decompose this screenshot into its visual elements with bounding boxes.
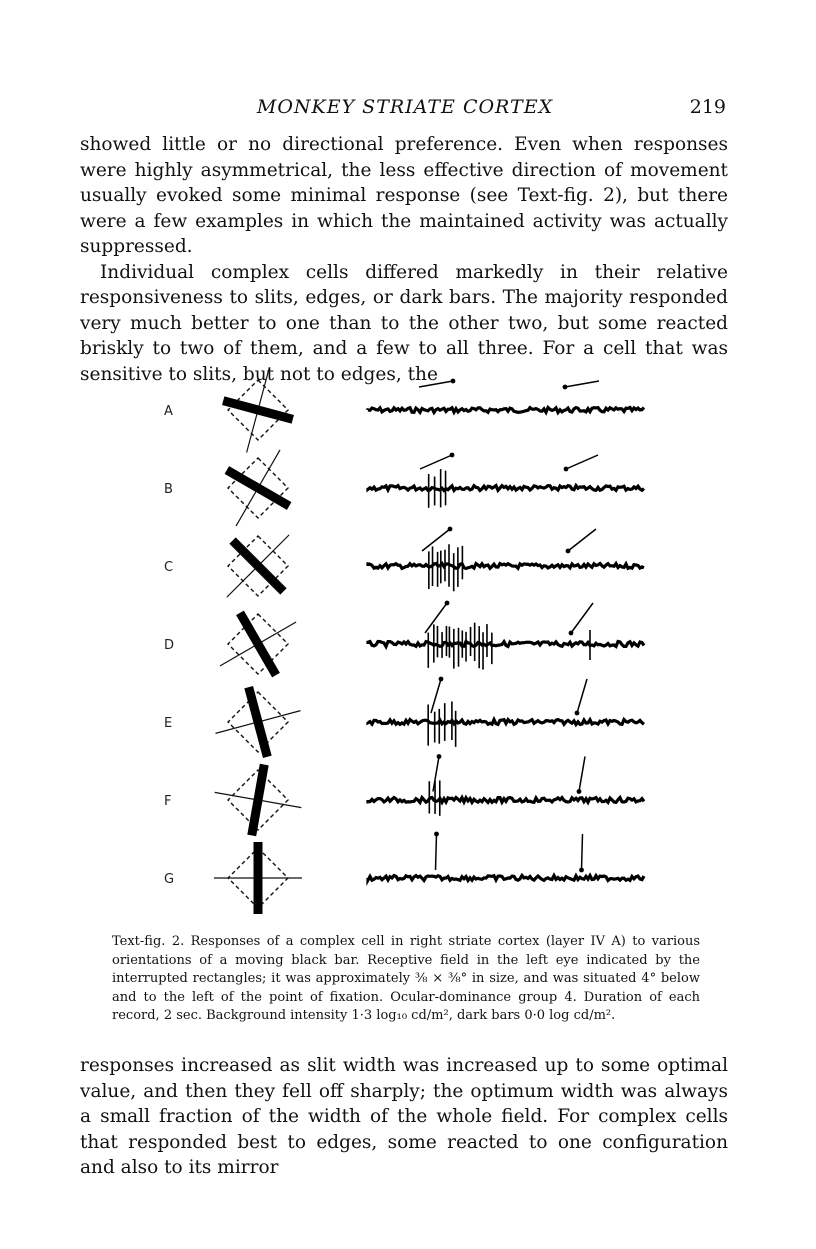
direction-arrow	[420, 455, 452, 469]
paragraph: responses increased as slit width was increased up to some optimal value, and then they fell off sharply; the optimum width was always a small fraction of the width of the whole field. For complex cells that responded best to edges, some reacted to one configuration and also to its mirror	[80, 1055, 728, 1178]
text-figure-2	[150, 350, 660, 930]
black-bar-stimulus	[240, 613, 276, 675]
paragraph: showed little or no directional preference. Even when responses were highly asymmetrical, the less effective direction of movement usually evoked some minimal response (see Text-fig. 2), but there were a few examples in which the maintained activity was actually suppressed.	[80, 134, 728, 257]
direction-arrow	[433, 757, 439, 792]
running-title: MONKEY STRIATE CORTEX	[256, 96, 554, 118]
direction-arrow	[577, 679, 587, 713]
row-label-d: D	[164, 638, 175, 653]
arrow-head	[564, 467, 569, 472]
direction-arrow	[431, 679, 441, 713]
spike-record-trace	[368, 486, 644, 491]
spike-record-trace	[368, 408, 644, 413]
arrow-head	[451, 379, 456, 384]
arrow-head	[450, 453, 455, 458]
arrow-head	[439, 677, 444, 682]
arrow-head	[445, 601, 450, 606]
black-bar-stimulus	[227, 470, 289, 506]
arrow-head	[437, 754, 442, 759]
direction-arrow	[422, 529, 450, 551]
arrow-head	[577, 789, 582, 794]
body-text-bottom	[80, 1053, 728, 1181]
row-label-a: A	[164, 404, 173, 419]
arrow-head	[448, 527, 453, 532]
page-number: 219	[689, 96, 726, 118]
row-label-b: B	[164, 482, 173, 497]
arrow-head	[563, 385, 568, 390]
direction-arrow	[565, 381, 599, 387]
body-text-top	[80, 132, 728, 387]
figure-caption	[112, 933, 700, 1026]
spike-record-trace	[368, 642, 644, 647]
arrow-head	[566, 549, 571, 554]
spike-record-trace	[368, 876, 644, 881]
black-bar-stimulus	[223, 401, 293, 420]
direction-arrow	[436, 834, 437, 870]
spike-record-trace	[368, 798, 644, 803]
arrow-head	[569, 631, 574, 636]
direction-arrow	[579, 757, 585, 792]
row-label-e: E	[164, 716, 173, 731]
direction-arrow	[425, 603, 447, 633]
row-label-c: C	[164, 560, 174, 575]
direction-arrow	[568, 529, 596, 551]
paragraph: Individual complex cells differed markedly in their relative responsiveness to slits, edges, or dark bars. The majority responded very much better to one than to the other two, but some reacted briskly to two of them, and a few to all three. For a cell that was sensitive to slits, but not to edges, the	[80, 261, 728, 385]
figure-drawing	[150, 350, 660, 930]
direction-arrow	[419, 381, 453, 387]
direction-arrow	[571, 603, 593, 633]
arrow-head	[575, 711, 580, 716]
page-header	[80, 96, 730, 126]
spike-record-trace	[368, 720, 644, 725]
caption-text: Text-fig. 2. Responses of a complex cell in right striate cortex (layer IV A) to various orientations of a moving black bar. Receptive field in the left eye indicated by the interrupted rectangles; it was approximately ⅜ × ⅜° in size, and was situated 4° below and to the left of the point of fixation. Ocular-dominance group 4. Duration of each record, 2 sec. Background intensity 1·3 log₁₀ cd/m², dark bars 0·0 log cd/m².	[112, 934, 700, 1024]
spike-record-trace	[368, 564, 644, 569]
row-label-g: G	[164, 872, 175, 887]
direction-arrow	[582, 834, 583, 870]
row-label-f: F	[164, 794, 172, 809]
arrow-head	[579, 868, 584, 873]
direction-arrow	[566, 455, 598, 469]
arrow-head	[434, 832, 439, 837]
